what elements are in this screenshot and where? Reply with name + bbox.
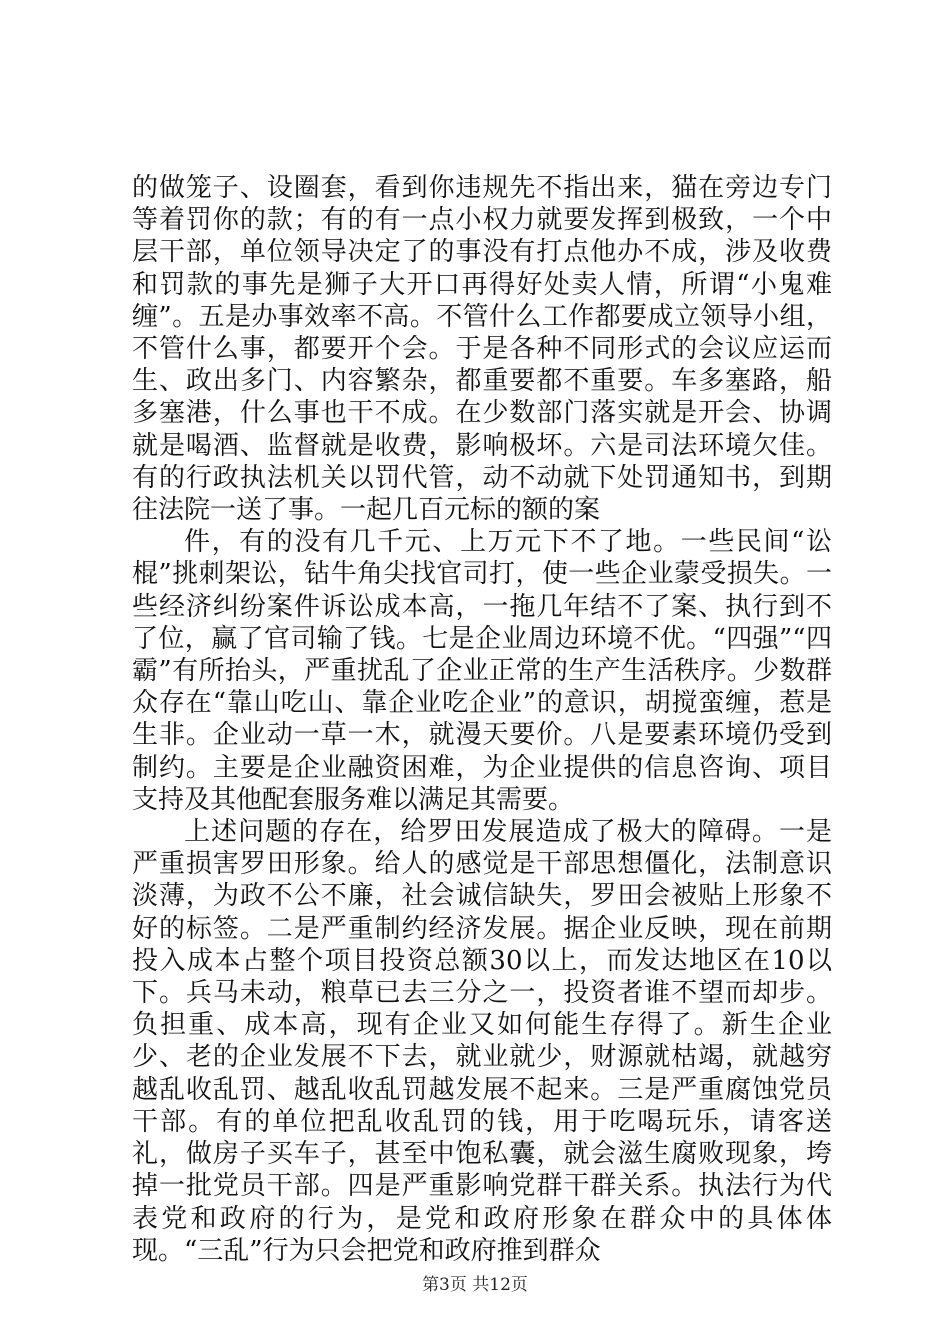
document-body [132,172,832,1267]
paragraph-3: 上述问题的存在，给罗田发展造成了极大的障碍。一是严重损害罗田形象。给人的感觉是干部思想僵化，法制意识淡薄，为政不公不廉，社会诚信缺失，罗田会被贴上形象不好的标签。二是严重制约经济发展。据企业反映，现在前期投入成本占整个项目投资总额30以上，而发达地区在10以下。兵马未动，粮草已去三分之一，投资者谁不望而却步。负担重、成本高，现有企业又如何能生存得了。新生企业少、老的企业发展不下去，就业就少，财源就枯竭，就越穷越乱收乱罚、越乱收乱罚越发展不起来。三是严重腐蚀党员干部。有的单位把乱收乱罚的钱，用于吃喝玩乐，请客送礼，做房子买车子，甚至中饱私囊，就会滋生腐败现象，垮掉一批党员干部。四是严重影响党群干群关系。执法行为代表党和政府的行为，是党和政府形象在群众中的具体体现。“三乱”行为只会把党和政府推到群众 [132,817,832,1266]
paragraph-2: 件，有的没有几千元、上万元下不了地。一些民间“讼棍”挑刺架讼，钻牛角尖找官司打，使一些企业蒙受损失。一些经济纠纷案件诉讼成本高，一拖几年结不了案、执行到不了位，赢了官司输了钱。七是企业周边环境不优。“四强”“四霸”有所抬头，严重扰乱了企业正常的生产生活秩序。少数群众存在“靠山吃山、靠企业吃企业”的意识，胡搅蛮缠，惹是生非。企业动一草一木，就漫天要价。八是要素环境仍受到制约。主要是企业融资困难，为企业提供的信息咨询、项目支持及其他配套服务难以满足其需要。 [132,527,832,815]
paragraph-1: 的做笼子、设圈套，看到你违规先不指出来，猫在旁边专门等着罚你的款；有的有一点小权力就要发挥到极致，一个中层干部，单位领导决定了的事没有打点他办不成，涉及收费和罚款的事先是狮子大开口再得好处卖人情，所谓“小鬼难缠”。五是办事效率不高。不管什么工作都要成立领导小组，不管什么事，都要开个会。于是各种不同形式的会议应运而生、政出多门、内容繁杂，都重要都不重要。车多塞路，船多塞港，什么事也干不成。在少数部门落实就是开会、协调就是喝酒、监督就是收费，影响极坏。六是司法环境欠佳。有的行政执法机关以罚代管，动不动就下处罚通知书，到期往法院一送了事。一起几百元标的额的案 [132,173,832,526]
page-number-footer: 第3页 共12页 [422,1275,528,1295]
